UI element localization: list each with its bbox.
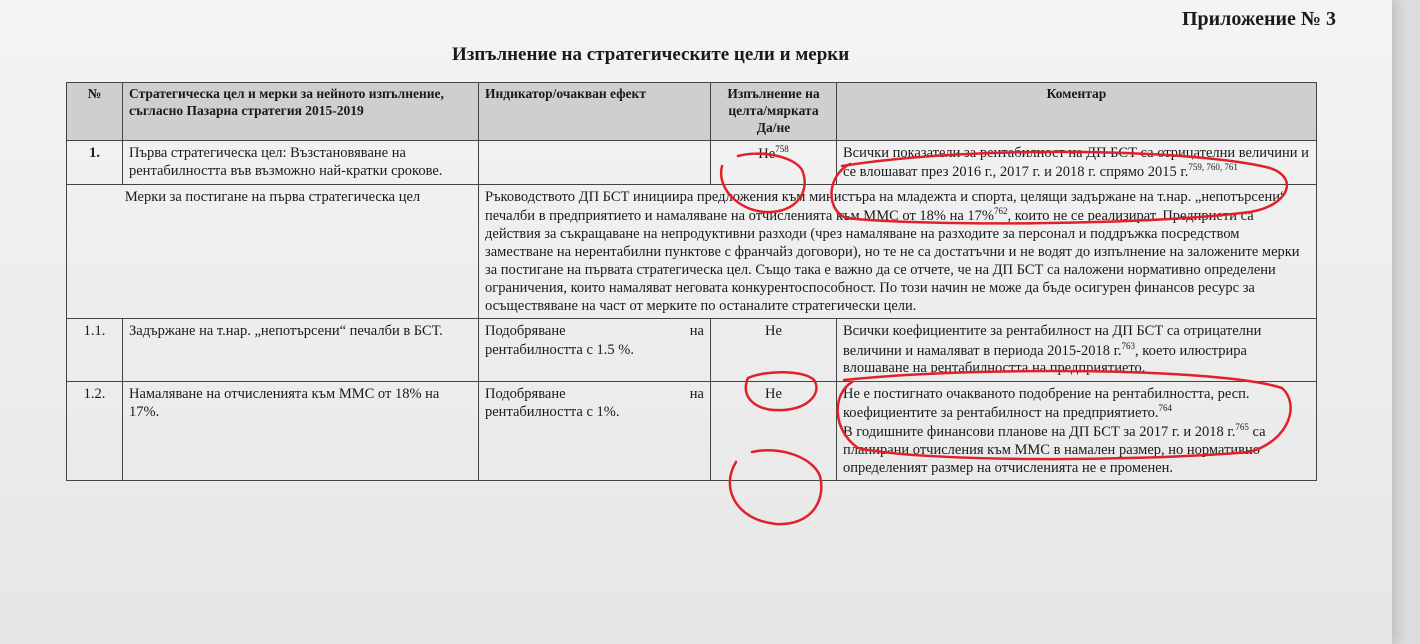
header-goal: Стратегическа цел и мерки за нейното изпълнение, съгласно Пазарна стратегия 2015-2019 [123, 83, 479, 141]
header-indicator: Индикатор/очакван ефект [479, 83, 711, 141]
measures-label: Мерки за постигане на първа стратегическа цел [67, 184, 479, 319]
row-done: Не [711, 381, 837, 480]
row-comment [837, 140, 1317, 184]
row-goal: Първа стратегическа цел: Възстановяване на рентабилността във възможно най-кратки срокове. [123, 140, 479, 184]
done-value: Не [758, 145, 776, 162]
table-header-row [67, 83, 1317, 141]
row-indicator [479, 381, 711, 480]
row-comment [837, 319, 1317, 381]
comment-text: Всички коефициентите за рентабилност на ДП БСТ са отрицателни величини и намаляват в периода 2015-2018 г. [843, 323, 1262, 359]
goals-table [66, 82, 1317, 481]
header-done: Изпълнение на целта/мярката Да/не [711, 83, 837, 141]
row-done: Не [711, 319, 837, 381]
page-title: Изпълнение на стратегическите цели и мерки [452, 44, 850, 65]
row-indicator [479, 319, 711, 381]
indicator-word: Подобряване [485, 385, 566, 402]
annex-label: Приложение № 3 [1181, 8, 1336, 30]
row-goal: Намаляване на отчисленията към ММС от 18% на 17%. [123, 381, 479, 480]
row-num: 1. [67, 140, 123, 184]
indicator-line: рентабилността с 1.5 %. [485, 341, 635, 358]
row-num: 1.2. [67, 381, 123, 480]
row-done [711, 140, 837, 184]
header-num: № [67, 83, 123, 141]
row-indicator [479, 140, 711, 184]
footnote-ref: 764 [1158, 402, 1172, 413]
footnote-ref: 758 [775, 143, 789, 154]
comment-text: са планирани отчисления към ММС в намален размер, но нормативно определеният размер на отчисленията не е променен. [843, 423, 1266, 476]
indicator-word: на [689, 385, 704, 402]
measures-text [479, 184, 1317, 319]
indicator-word: на [689, 323, 704, 340]
row-goal: Задържане на т.нар. „непотърсени“ печалби в БСТ. [123, 319, 479, 381]
footnote-ref: 763 [1121, 340, 1136, 351]
measures-text-a: Ръководството ДП БСТ инициира предложения към министъра на младежта и спорта, целящи задържане на т.нар. „непотърсени“ печалби в предприятието и намаляване на отчисленията към ММС от 18% на 17% [485, 188, 1287, 224]
measures-text-b: , които не се реализират. Предприети са действия за съкращаване на непродуктивни разходи (чрез намаляване на разходите за персонал и поддръжка посредством заместване на нерентабилни пунктове с франчайз договори), но те не са достатъчни и не водят до изпълнение на заложените мерки за постигане на първата стратегическа цел. Също така е важно да се отчете, че на ДП БСТ са наложени нормативно определени ограничения, които намаляват неговата конкурентоспособност. По този начин не може да бъде осигурен финансов ресурс за осъществяване на част от мерките по останалите стратегически цели. [485, 207, 1300, 315]
comment-text: Не е постигнато очакваното подобрение на рентабилността, респ. коефициентите за рентабилност на предприятието. [843, 385, 1250, 421]
table-row [67, 319, 1317, 381]
header-comment: Коментар [837, 83, 1317, 141]
table-row [67, 381, 1317, 480]
indicator-line: рентабилността с 1%. [485, 403, 620, 420]
comment-text: В годишните финансови планове на ДП БСТ за 2017 г. и 2018 г. [843, 423, 1236, 440]
footnote-ref: 759, 760, 761 [1188, 161, 1238, 172]
row-comment [837, 381, 1317, 480]
indicator-word: Подобряване [485, 323, 566, 340]
footnote-ref: 762 [994, 205, 1008, 216]
row-num: 1.1. [67, 319, 123, 381]
comment-text: Всички показатели за рентабилност на ДП БСТ са отрицателни величини и се влошават през 2016 г., 2017 г. и 2018 г. спрямо 2015 г. [843, 144, 1309, 180]
table-row-measures [67, 184, 1317, 319]
footnote-ref: 765 [1235, 421, 1249, 432]
table-row [67, 140, 1317, 184]
comment-text: , което илюстрира влошаване на рентабилността на предприятието. [843, 342, 1247, 377]
